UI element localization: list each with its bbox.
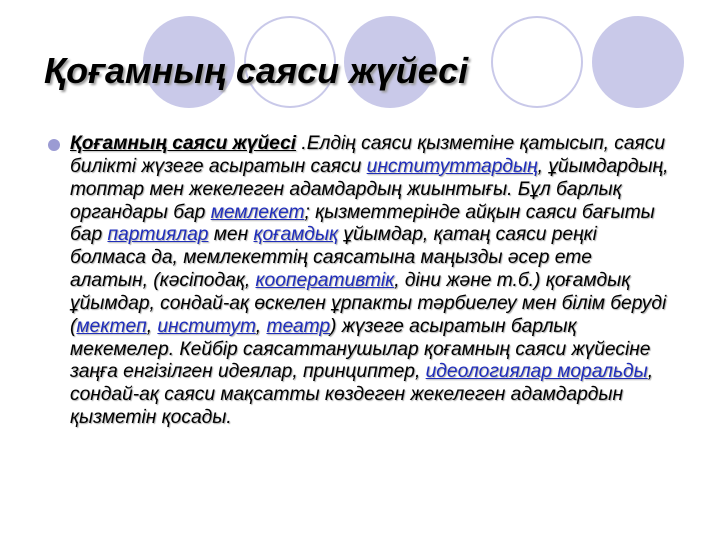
link-ideology[interactable]: идеологиялар моральды (425, 361, 648, 383)
link-theatre[interactable]: театр (266, 315, 331, 337)
body-text-8: , (255, 315, 267, 337)
defined-term: Қоғамның саяси жүйесі (70, 133, 297, 154)
slide-title: Қоғамның саяси жүйесі (44, 50, 469, 91)
link-state[interactable]: мемлекет (210, 201, 305, 223)
body-text-2: , ұйымдардың, топтар мен жекелеген адамдардың жиынтығы. Бұл барлық органдары бар (70, 155, 669, 223)
bullet-icon (48, 139, 60, 151)
body-text-4: мен (208, 224, 254, 246)
body-text-5: ұйымдар, қатаң саяси реңкі болмаса да, мемлекеттің саясатына маңызды әсер ете алатын, (кәсіподақ, (70, 224, 597, 292)
body-text-6: , діни және т.б.) қоғамдық ұйымдар, сондай-ақ өскелен ұрпакты тәрбиелеу мен білім беруді ( (70, 270, 667, 337)
link-public[interactable]: қоғамдық (253, 224, 339, 246)
link-cooperative[interactable]: кооперативтік (255, 270, 395, 292)
body-text-7: , (146, 315, 158, 337)
link-school[interactable]: мектеп (76, 315, 147, 337)
link-institutions[interactable]: институттардың (366, 155, 538, 177)
link-parties[interactable]: партиялар (107, 224, 209, 246)
body-text-3: ; қызметтерінде айқын саяси бағыты бар (70, 201, 655, 246)
decor-circle-5 (592, 16, 684, 108)
body-text-10: , сондай-ақ саяси мақсатты көздеген жекелеген адамдардын қызметін қосады. (70, 361, 654, 429)
body-text-9: ) жүзеге асыратын барлық мекемелер. Кейбір саясаттанушылар қоғамның саяси жүйесіне заңға енгізілген идеялар, принциптер, (70, 315, 651, 383)
link-institute[interactable]: институт (157, 315, 256, 337)
decor-circle-4 (491, 16, 583, 108)
body-text-1: .Елдің саяси қызметіне қатысып, саяси билікті жүзеге асыратын саяси (70, 133, 666, 177)
body-paragraph (70, 133, 670, 430)
